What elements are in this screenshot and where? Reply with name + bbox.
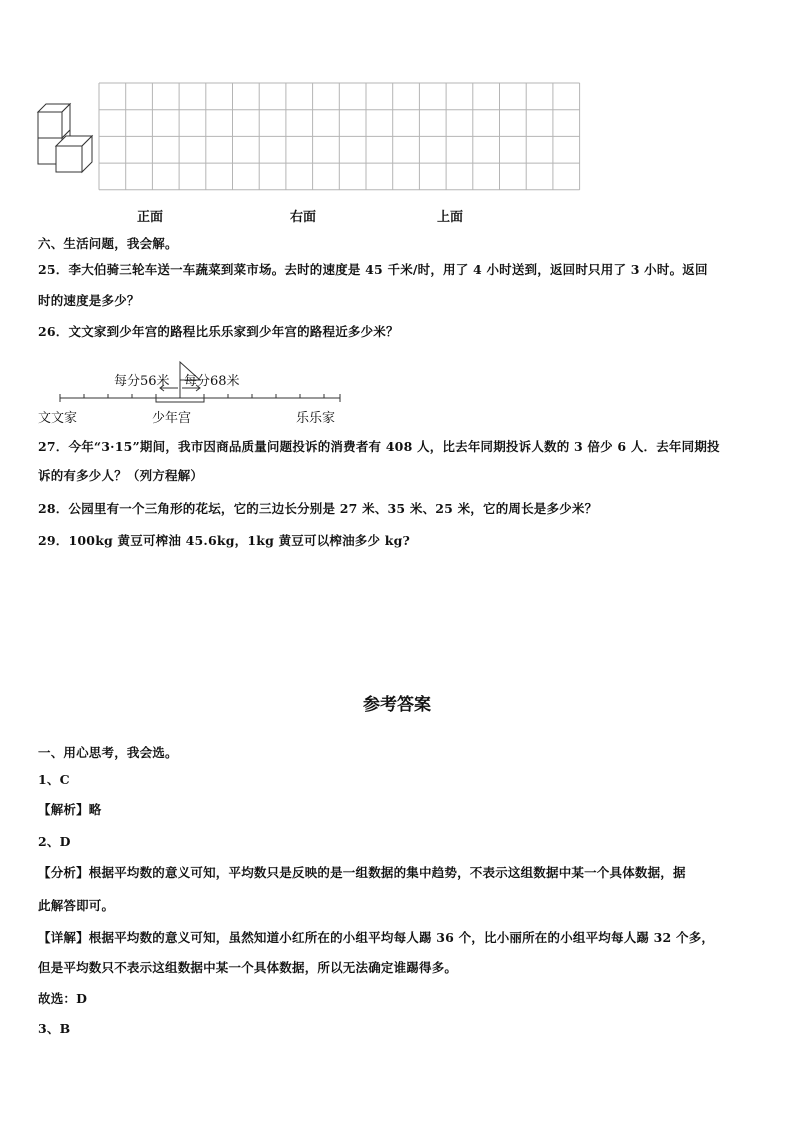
answer-1-note: 【解析】略 — [38, 802, 102, 817]
answer-2-detail-line-1: 【详解】根据平均数的意义可知，虽然知道小红所在的小组平均每人踢 36 个，比小丽所在的小组平均每人踢 32 个多， — [38, 930, 715, 945]
view-label-front: 正面 — [137, 210, 164, 225]
answers-title: 参考答案 — [363, 695, 431, 715]
question-28: 28．公园里有一个三角形的花坛，它的三边长分别是 27 米、35 米、25 米，它的周长是多少米？ — [38, 501, 598, 516]
question-25-line-2: 时的速度是多少？ — [38, 293, 140, 308]
start-point-label: 文文家 — [38, 411, 78, 426]
question-27-line-2: 诉的有多少人？（列方程解） — [38, 468, 204, 483]
answer-2: 2、D — [38, 834, 71, 849]
number-line-diagram — [0, 0, 1, 1]
answer-2-analysis-line-2: 此解答即可。 — [38, 898, 115, 913]
left-speed-label: 每分56米 — [114, 374, 170, 389]
answer-2-detail-line-2: 但是平均数只不表示这组数据中某一个具体数据，所以无法确定谁踢得多。 — [38, 960, 458, 975]
view-label-top: 上面 — [437, 210, 464, 225]
view-label-right: 右面 — [290, 210, 317, 225]
answers-section-1: 一、用心思考，我会选。 — [38, 745, 178, 760]
question-29: 29．100kg 黄豆可榨油 45.6kg，1kg 黄豆可以榨油多少 kg? — [38, 533, 411, 548]
question-25-line-1: 25．李大伯骑三轮车送一车蔬菜到菜市场。去时的速度是 45 千米/时，用了 4 小时送到，返回时只用了 3 小时。返回 — [38, 262, 708, 277]
right-speed-label: 每分68米 — [184, 374, 240, 389]
answer-1: 1、C — [38, 772, 70, 787]
end-point-label: 乐乐家 — [296, 411, 336, 426]
answer-2-analysis-line-1: 【分析】根据平均数的意义可知，平均数只是反映的是一组数据的集中趋势，不表示这组数据中某一个具体数据，据 — [38, 865, 686, 880]
middle-point-label: 少年宫 — [152, 411, 192, 426]
answer-2-choice: 故选：D — [38, 991, 88, 1006]
question-27-line-1: 27．今年“3·15”期间，我市因商品质量问题投诉的消费者有 408 人，比去年同期投诉人数的 3 倍少 6 人．去年同期投 — [38, 439, 720, 454]
answer-3: 3、B — [38, 1021, 71, 1036]
section-6-heading: 六、生活问题，我会解。 — [38, 236, 178, 251]
question-26: 26．文文家到少年宫的路程比乐乐家到少年宫的路程近多少米？ — [38, 324, 399, 339]
